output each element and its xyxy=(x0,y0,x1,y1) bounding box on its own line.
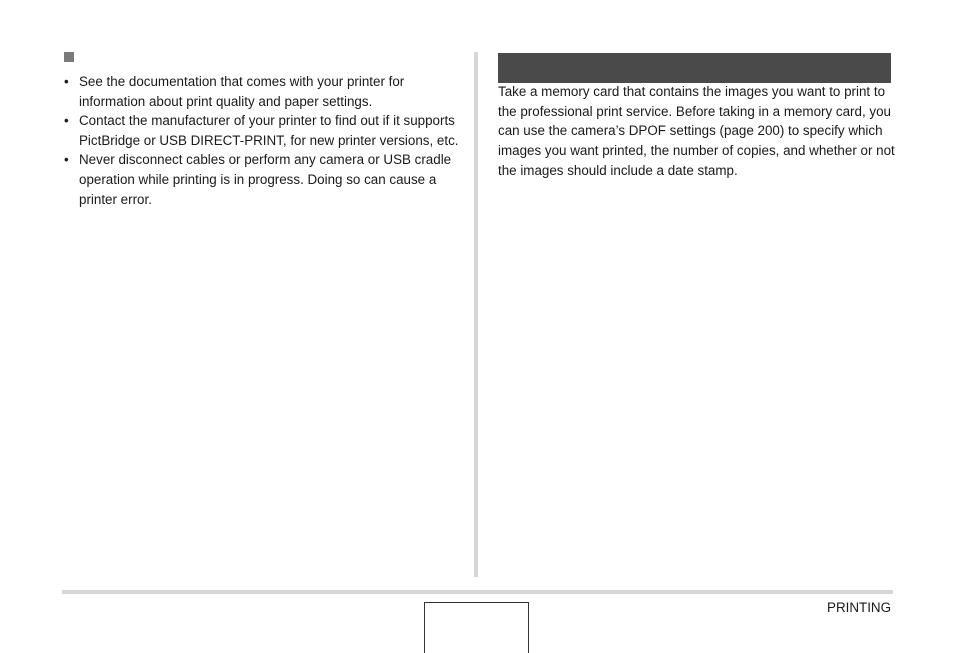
list-item xyxy=(62,111,462,150)
list-item xyxy=(62,72,462,111)
note-text: Contact the manufacturer of your printer to find out if it supports PictBridge or USB DIRECT-PRINT, for new printer versions, etc. xyxy=(79,113,459,148)
bullet-icon: • xyxy=(64,113,69,129)
notes-list xyxy=(62,72,462,209)
bullet-icon: • xyxy=(64,152,69,168)
footer-section-label: PRINTING xyxy=(827,600,891,615)
section-body: Take a memory card that contains the images you want to print to the professional print service. Before taking in a memory card, you can use the camera’s DPOF settings (page 200) to specify which images you want printed, the number of copies, and whether or not the images should include a date stamp. xyxy=(498,84,895,178)
notes-square-marker-icon xyxy=(64,52,74,62)
notes-column xyxy=(62,50,462,209)
page-number-box xyxy=(424,602,529,653)
column-divider xyxy=(474,52,478,577)
section-header-bar xyxy=(498,53,891,83)
bullet-icon: • xyxy=(64,74,69,89)
list-item xyxy=(62,150,462,209)
footer-rule xyxy=(62,590,893,594)
note-text: See the documentation that comes with your printer for information about print quality and paper settings. xyxy=(79,74,405,109)
note-text: Never disconnect cables or perform any camera or USB cradle operation while printing is in progress. Doing so can cause a printer error. xyxy=(79,152,452,207)
